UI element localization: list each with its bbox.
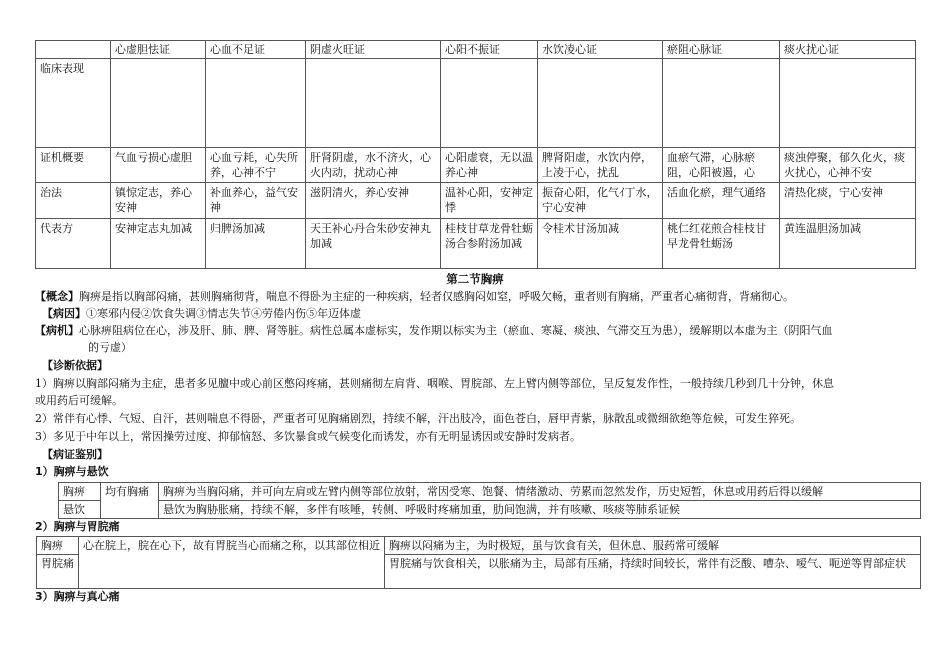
cell-text: 补血养心，益气安神 <box>210 186 298 214</box>
table-cell <box>111 219 206 269</box>
table-cell <box>206 183 306 219</box>
cell-text: 归脾汤加减 <box>210 222 265 235</box>
table-cell <box>780 183 916 219</box>
table-header-row <box>36 41 916 59</box>
differential-label: 【病证鉴别】 <box>42 448 108 461</box>
table-cell: 胸痹 <box>37 537 79 555</box>
table-cell <box>780 219 916 269</box>
row-label <box>36 148 111 183</box>
table-row <box>36 148 916 183</box>
diagnosis-item: 2）常伴有心悸、气短、自汗，甚则喘息不得卧，严重者可见胸痛剧烈，持续不解，汗出肢冷，面色苍白，唇甲青紫，脉散乱或微细欲绝等危候，可发生猝死。 <box>35 412 801 425</box>
table-cell: 悬饮 <box>59 501 101 519</box>
table-row <box>36 183 916 219</box>
cell-text: 令桂术甘汤加减 <box>542 222 619 235</box>
diagnosis-item: 3）多见于中年以上，常因操劳过度、抑郁恼怒、多饮暴食或气候变化而诱发，亦有无明显诱因或安静时发病者。 <box>35 430 581 443</box>
header-cell <box>36 41 111 59</box>
table-cell <box>306 148 441 183</box>
header-cell: 痰火扰心证 <box>780 41 916 59</box>
table-cell <box>538 59 663 148</box>
table-cell <box>780 148 916 183</box>
mechanism-label: 【病机】 <box>35 324 79 337</box>
diagnosis-item: 1）胸痹以胸部闷痛为主症，患者多见膻中或心前区憋闷疼痛，甚则痛彻左肩背、咽喉、胃脘部、左上臂内侧等部位，呈反复发作性，一般持续几秒到几十分钟，休息 <box>35 377 834 390</box>
table-cell: 胸痹以闷痛为主，为时极短，虽与饮食有关，但休息、服药常可缓解 <box>385 537 921 555</box>
cell-text: 温补心阳，安神定悸 <box>445 186 533 214</box>
table-cell <box>206 59 306 148</box>
cause-text: ①寒邪内侵②饮食失调③情志失节④劳倦内伤⑤年迈体虚 <box>86 307 361 320</box>
header-cell: 阴虚火旺证 <box>306 41 441 59</box>
table-cell <box>111 183 206 219</box>
cell-text: 胸痹为当胸闷痛，并可向左肩或左臂内侧等部位放射，常因受寒、饱餐、情绪激动、劳累而忽然发作，历史短暂，休息或用药后得以缓解 <box>163 485 823 498</box>
table-cell <box>663 59 780 148</box>
table-cell <box>306 183 441 219</box>
table-row <box>59 501 921 519</box>
table-cell <box>780 59 916 148</box>
cell-text: 活血化瘀，理气通络 <box>667 186 766 199</box>
table-cell: 胃脘痛 <box>37 555 79 589</box>
mechanism-text-cont: 的亏虚） <box>88 341 132 354</box>
table-cell <box>441 183 538 219</box>
cell-text: 安神定志丸加减 <box>115 222 192 235</box>
table-cell <box>206 219 306 269</box>
cell-text: 黄连温胆汤加减 <box>784 222 861 235</box>
table-cell <box>441 59 538 148</box>
table-cell <box>663 219 780 269</box>
row-label <box>36 219 111 269</box>
cell-text: 悬饮为胸胁胀痛，持续不解，多伴有咳唾，转侧、呼吸时疼痛加重，肋间饱满，并有咳嗽、咳痰等肺系证候 <box>163 503 680 516</box>
comparison-table-2 <box>36 536 921 589</box>
row-label <box>36 183 111 219</box>
table-row <box>59 483 921 501</box>
table-row <box>37 537 921 555</box>
cause-label: 【病因】 <box>42 307 86 320</box>
table-cell <box>159 483 921 501</box>
concept-text: 胸痹是指以胸部闷痛，甚则胸痛彻背，喘息不得卧为主症的一种疾病，轻者仅感胸闷如窒，呼吸欠畅，重者则有胸痛，严重者心痛彻背，背痛彻心。 <box>79 290 794 303</box>
header-cell: 心血不足证 <box>206 41 306 59</box>
sub-title: 1）胸痹与悬饮 <box>35 465 109 478</box>
table-row <box>36 59 916 148</box>
header-cell: 心虚胆怯证 <box>111 41 206 59</box>
cell-text: 心阳虚衰，无以温养心神 <box>445 151 533 179</box>
table-cell: 均有胸痛 <box>101 483 159 519</box>
cell-text: 桂枝甘草龙骨牡蛎汤合参附汤加减 <box>445 222 533 250</box>
header-cell: 心阳不振证 <box>441 41 538 59</box>
concept-paragraph <box>35 288 925 305</box>
cell-text: 清热化痰，宁心安神 <box>784 186 883 199</box>
cell-text: 桃仁红花煎合桂枝甘早龙骨牡蛎汤 <box>667 222 766 250</box>
table-cell <box>306 59 441 148</box>
table-cell: 胃脘痛与饮食相关，以胀痛为主，局部有压痛，持续时间较长，常伴有泛酸、嘈杂、嗳气、呃逆等胃部症状 <box>385 555 921 589</box>
syndrome-table <box>35 40 916 269</box>
cell-text: 气血亏损心虚胆 <box>115 151 192 164</box>
row-label-text: 治法 <box>40 186 62 199</box>
diagnosis-label: 【诊断依据】 <box>42 359 108 372</box>
table-cell <box>111 59 206 148</box>
cell-text: 天王补心丹合朱砂安神丸加减 <box>310 222 431 250</box>
comparison-table-1 <box>58 482 921 519</box>
table-cell <box>306 219 441 269</box>
cell-text: 滋阴清火，养心安神 <box>310 186 409 199</box>
table-cell <box>159 501 921 519</box>
cell-text: 血瘀气滞，心脉瘀阻，心阳被遏，心 <box>667 151 755 179</box>
table-cell <box>441 148 538 183</box>
section-title: 第二节胸痹 <box>446 272 504 286</box>
diagnosis-item: 或用药后可缓解。 <box>35 394 123 407</box>
table-cell <box>538 219 663 269</box>
table-cell <box>538 148 663 183</box>
table-cell: 心在脘上，脘在心下，故有胃脘当心而痛之称，以其部位相近 <box>79 537 385 589</box>
mechanism-paragraph <box>35 322 925 339</box>
cell-text: 振奋心阳，化气ｲ丁水，宁心安神 <box>542 186 658 214</box>
cell-text: 镇惊定志，养心安神 <box>115 186 192 214</box>
cause-paragraph <box>42 305 932 322</box>
table-cell <box>538 183 663 219</box>
header-cell: 瘀阻心脉证 <box>663 41 780 59</box>
table-cell: 胸痹 <box>59 483 101 501</box>
sub-title: 3）胸痹与真心痛 <box>35 590 120 603</box>
mechanism-text: 心脉痹阻病位在心，涉及肝、肺、脾、肾等脏。病性总属本虚标实，发作期以标实为主（瘀血、寒凝、痰浊、气滞交互为患），缓解期以本虚为主（阴阳气血 <box>79 324 833 337</box>
table-cell <box>111 148 206 183</box>
row-label-text: 证机概要 <box>40 151 84 164</box>
cell-text: 肝肾阴虚，水不济火，心火内动，扰动心神 <box>310 151 431 179</box>
table-cell <box>663 183 780 219</box>
cell-text: 心血亏耗，心失所养，心神不宁 <box>210 151 298 179</box>
table-row <box>36 219 916 269</box>
row-label: 临床表现 <box>36 59 111 148</box>
concept-label: 【概念】 <box>35 290 79 303</box>
table-cell <box>206 148 306 183</box>
sub-title: 2）胸痹与胃脘痛 <box>35 520 120 533</box>
table-cell <box>663 148 780 183</box>
cell-text: 痰浊停聚，郁久化火，痰火扰心，心神不安 <box>784 151 905 179</box>
header-cell: 水饮凌心证 <box>538 41 663 59</box>
table-cell <box>441 219 538 269</box>
cell-text: 脾肾阳虚，水饮内停，上凌于心，扰乱 <box>542 151 652 179</box>
row-label-text: 代表方 <box>40 222 73 235</box>
